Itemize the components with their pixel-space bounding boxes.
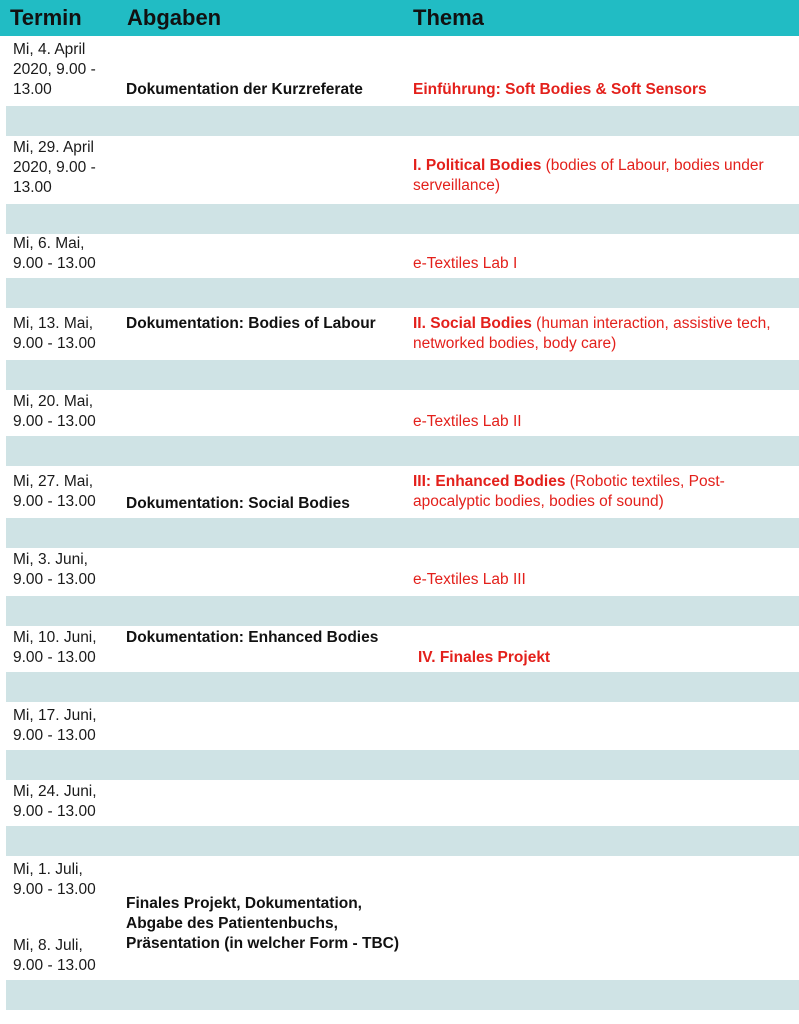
abgabe-cell: Dokumentation: Enhanced Bodies: [126, 629, 379, 646]
date-line: 9.00 - 13.00: [13, 571, 96, 588]
date-line: 9.00 - 13.00: [13, 803, 96, 820]
abgabe-cell: Finales Projekt, Dokumentation, Abgabe des Patientenbuchs, Präsentation (in welcher Form - TBC): [126, 895, 400, 952]
date-cell: [13, 860, 121, 900]
thema-cell: [413, 254, 797, 274]
date-line: Mi, 17. Juni,: [13, 707, 97, 724]
table-row: [0, 308, 799, 360]
date-cell: [13, 40, 121, 100]
table-row: [0, 856, 799, 980]
separator-band: [6, 596, 799, 626]
table-header: [0, 0, 799, 36]
date-line: Mi, 3. Juni,: [13, 551, 88, 568]
thema-title: I. Political Bodies: [413, 157, 542, 174]
header-thema: Thema: [413, 5, 484, 30]
thema-cell: [413, 156, 797, 196]
thema-title: IV. Finales Projekt: [418, 649, 551, 666]
date-cell: [13, 706, 121, 746]
separator-band: [6, 750, 799, 780]
date-cell: [13, 550, 121, 590]
table-row: [0, 466, 799, 518]
thema-title: II. Social Bodies: [413, 315, 532, 332]
date-line: Mi, 27. Mai,: [13, 473, 94, 490]
date-cell: [13, 628, 121, 668]
thema-title: III: Enhanced Bodies: [413, 473, 566, 490]
date-line: 9.00 - 13.00: [13, 493, 96, 510]
abgabe-cell: Dokumentation: Social Bodies: [126, 495, 350, 512]
date-cell: [13, 782, 121, 822]
abgabe-cell: Dokumentation: Bodies of Labour: [126, 315, 376, 332]
separator-band: [6, 204, 799, 234]
thema-detail: e-Textiles Lab III: [413, 571, 526, 588]
thema-detail: (Robotic textiles, Post-apocalyptic bodies, bodies of sound): [413, 473, 725, 510]
separator-band: [6, 106, 799, 136]
thema-cell: [413, 314, 797, 354]
separator-band: [6, 980, 799, 1010]
date-line: Mi, 24. Juni,: [13, 783, 97, 800]
thema-title: Einführung: Soft Bodies & Soft Sensors: [413, 81, 707, 98]
date-line: Mi, 20. Mai,: [13, 393, 94, 410]
table-row: [0, 390, 799, 436]
date-line: 9.00 - 13.00: [13, 255, 96, 272]
thema-cell: [418, 648, 799, 668]
date-line: Mi, 4. April: [13, 41, 86, 58]
date-line: 9.00 - 13.00: [13, 881, 96, 898]
thema-detail: (human interaction, assistive tech, networked bodies, body care): [413, 315, 771, 352]
date-line: Mi, 13. Mai,: [13, 315, 94, 332]
thema-cell: [413, 412, 797, 432]
abgabe-cell: Dokumentation der Kurzreferate: [126, 81, 363, 98]
date-cell: [13, 392, 121, 432]
separator-band: [6, 278, 799, 308]
table-row: [0, 136, 799, 204]
thema-detail: (bodies of Labour, bodies under serveillance): [413, 157, 764, 194]
date-cell: [13, 314, 121, 354]
date-line: 9.00 - 13.00: [13, 413, 96, 430]
date-line: 13.00: [13, 179, 52, 196]
date-line: 9.00 - 13.00: [13, 727, 96, 744]
date-cell: [13, 138, 121, 198]
thema-detail: e-Textiles Lab II: [413, 413, 522, 430]
table-row: [0, 234, 799, 278]
date-line: Mi, 8. Juli,: [13, 937, 83, 954]
header-abgaben: Abgaben: [127, 5, 222, 30]
separator-band: [6, 518, 799, 548]
date-line: 13.00: [13, 81, 52, 98]
table-row: [0, 780, 799, 826]
date-line: 2020, 9.00 -: [13, 61, 96, 78]
thema-cell: [413, 570, 797, 590]
date-line: Mi, 6. Mai,: [13, 235, 85, 252]
table-row: [0, 702, 799, 750]
header-termin: Termin: [10, 5, 82, 30]
thema-detail: e-Textiles Lab I: [413, 255, 518, 272]
date-cell: [13, 234, 121, 274]
date-line: 9.00 - 13.00: [13, 649, 96, 666]
separator-band: [6, 672, 799, 702]
date-line: 9.00 - 13.00: [13, 335, 96, 352]
date-line: Mi, 10. Juni,: [13, 629, 97, 646]
date-line: 9.00 - 13.00: [13, 957, 96, 974]
thema-cell: [413, 472, 797, 512]
date-cell: [13, 472, 121, 512]
separator-band: [6, 360, 799, 390]
thema-cell: [413, 80, 797, 100]
date-line: 2020, 9.00 -: [13, 159, 96, 176]
table-row: [0, 38, 799, 106]
table-row: [0, 626, 799, 672]
date-line: Mi, 29. April: [13, 139, 94, 156]
date-cell: [13, 936, 121, 976]
table-row: [0, 548, 799, 596]
separator-band: [6, 826, 799, 856]
separator-band: [6, 436, 799, 466]
date-line: Mi, 1. Juli,: [13, 861, 83, 878]
